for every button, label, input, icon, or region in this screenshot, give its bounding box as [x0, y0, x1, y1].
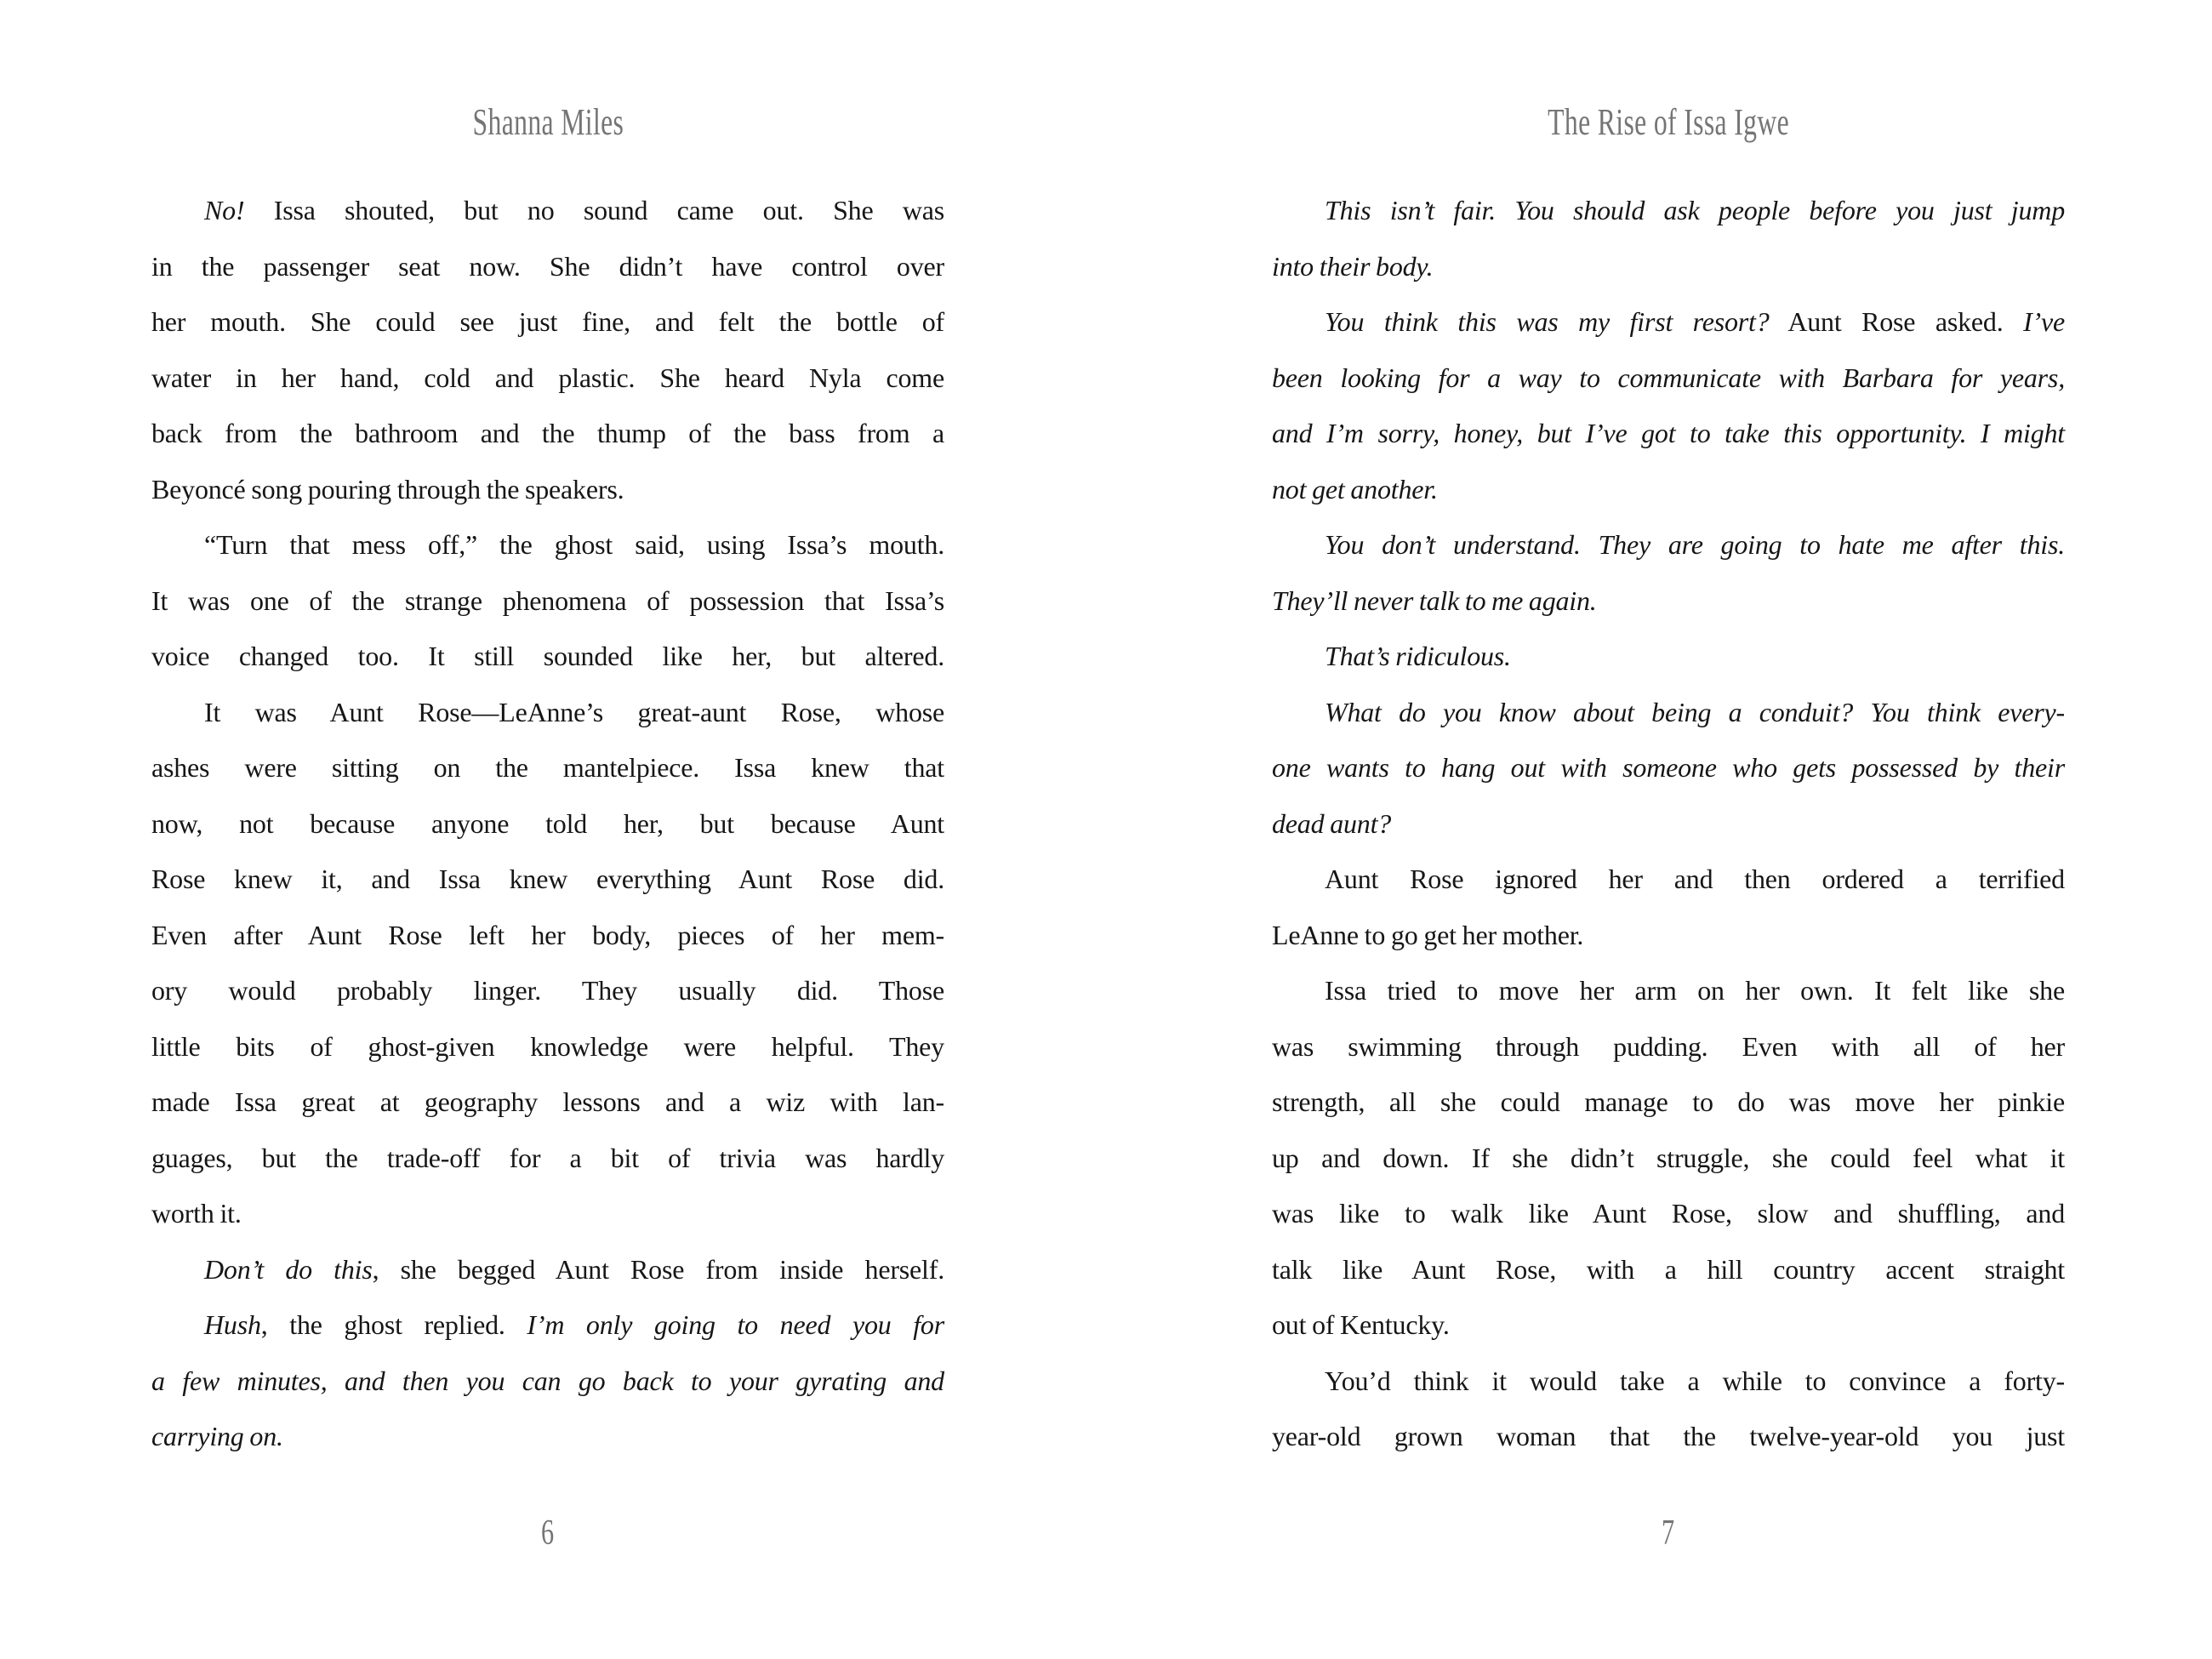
text-line: [151, 796, 944, 852]
text-line: [151, 183, 944, 239]
text-segment: Beyoncé song pouring through the speakers.: [151, 473, 624, 505]
text-line: [151, 685, 944, 741]
italic-text-segment: You think this was my first resort?: [1325, 306, 1770, 337]
page-left-lines: [151, 183, 944, 1465]
text-line: [1272, 1409, 2065, 1465]
text-line: [151, 406, 944, 462]
text-segment: Issa shouted, but no sound came out. She was: [244, 195, 944, 225]
page-right: [1272, 0, 2065, 1659]
text-line: [1272, 1297, 2065, 1354]
text-line: [1272, 351, 2065, 407]
text-segment: You’d think it would take a while to convince a forty-: [1325, 1365, 2065, 1396]
text-segment: water in her hand, cold and plastic. She heard Nyla come: [151, 362, 944, 393]
running-head-right: [1272, 100, 2065, 144]
text-line: [1272, 629, 2065, 685]
text-line: [1272, 239, 2065, 295]
text-segment: ory would probably linger. They usually did. Those: [151, 975, 944, 1006]
text-line: [151, 517, 944, 573]
text-line: [151, 294, 944, 351]
text-line: [151, 1075, 944, 1131]
text-line: [1272, 1186, 2065, 1242]
text-line: [151, 629, 944, 685]
text-line: [151, 1131, 944, 1187]
text-line: [1272, 1075, 2065, 1131]
italic-text-segment: and I’m sorry, honey, but I’ve got to take this opportunity. I might: [1272, 418, 2065, 448]
text-line: [151, 963, 944, 1019]
text-line: [151, 852, 944, 908]
text-line: [151, 462, 944, 518]
text-segment: guages, but the trade-off for a bit of trivia was hardly: [151, 1142, 944, 1173]
text-line: [1272, 517, 2065, 573]
text-line: [1272, 1019, 2065, 1075]
text-segment: , the ghost replied.: [260, 1309, 527, 1340]
text-segment: out of Kentucky.: [1272, 1309, 1450, 1340]
text-segment: made Issa great at geography lessons and a wiz with lan-: [151, 1086, 944, 1117]
page-number-right-text: 7: [1662, 1514, 1675, 1553]
italic-text-segment: I’ve: [2023, 306, 2065, 337]
page-number-right: [1272, 1513, 2065, 1554]
text-segment: worth it.: [151, 1198, 242, 1229]
text-line: [151, 908, 944, 964]
text-segment: It was Aunt Rose—LeAnne’s great-aunt Rose, whose: [204, 696, 944, 727]
text-line: [1272, 963, 2065, 1019]
text-line: [151, 351, 944, 407]
italic-text-segment: I’m only going to need you for: [527, 1309, 944, 1340]
text-segment: was like to walk like Aunt Rose, slow and shuffling, and: [1272, 1198, 2065, 1229]
text-segment: Even after Aunt Rose left her body, pieces of her mem-: [151, 919, 944, 950]
italic-text-segment: not get another.: [1272, 473, 1438, 505]
italic-text-segment: been looking for a way to communicate with Barbara for years,: [1272, 362, 2065, 393]
page-number-left-text: 6: [541, 1514, 555, 1553]
text-line: [151, 1354, 944, 1410]
text-segment: up and down. If she didn’t struggle, she could feel what it: [1272, 1142, 2065, 1173]
text-segment: Aunt Rose ignored her and then ordered a terrified: [1325, 864, 2065, 894]
page-left: [151, 0, 944, 1659]
text-segment: in the passenger seat now. She didn’t have control over: [151, 250, 944, 282]
text-line: [151, 1242, 944, 1298]
text-line: [1272, 685, 2065, 741]
italic-text-segment: That’s ridiculous.: [1325, 641, 1511, 671]
text-segment: talk like Aunt Rose, with a hill country accent straight: [1272, 1253, 2065, 1285]
text-line: [1272, 1242, 2065, 1298]
text-segment: little bits of ghost-given knowledge were helpful. They: [151, 1030, 944, 1062]
italic-text-segment: dead aunt?: [1272, 807, 1392, 839]
italic-text-segment: carrying on.: [151, 1421, 283, 1451]
text-line: [1272, 462, 2065, 518]
text-segment: year-old grown woman that the twelve-year-old you just: [1272, 1421, 2065, 1451]
text-segment: Issa tried to move her arm on her own. It felt like she: [1325, 975, 2065, 1006]
text-segment: , she begged Aunt Rose from inside herself.: [372, 1253, 944, 1285]
text-line: [151, 573, 944, 630]
text-line: [151, 1019, 944, 1075]
italic-text-segment: This isn’t fair. You should ask people before you just jump: [1325, 195, 2065, 225]
text-line: [151, 740, 944, 796]
italic-text-segment: Don’t do this: [204, 1253, 373, 1285]
text-line: [151, 239, 944, 295]
text-segment: Rose knew it, and Issa knew everything Aunt Rose did.: [151, 864, 944, 894]
text-line: [1272, 573, 2065, 630]
italic-text-segment: a few minutes, and then you can go back to your gyrating and: [151, 1365, 944, 1396]
italic-text-segment: They’ll never talk to me again.: [1272, 584, 1597, 616]
italic-text-segment: into their body.: [1272, 250, 1434, 282]
text-line: [151, 1409, 944, 1465]
text-line: [1272, 908, 2065, 964]
text-segment: was swimming through pudding. Even with all of her: [1272, 1030, 2065, 1062]
italic-text-segment: What do you know about being a conduit? You think every-: [1325, 696, 2065, 727]
text-segment: back from the bathroom and the thump of the bass from a: [151, 418, 944, 448]
italic-text-segment: one wants to hang out with someone who gets possessed by their: [1272, 752, 2065, 783]
page-right-lines: [1272, 183, 2065, 1465]
text-line: [151, 1297, 944, 1354]
text-line: [1272, 740, 2065, 796]
text-segment: “Turn that mess off,” the ghost said, using Issa’s mouth.: [204, 529, 944, 560]
text-segment: her mouth. She could see just fine, and felt the bottle of: [151, 306, 944, 337]
text-line: [151, 1186, 944, 1242]
running-head-right-text: The Rise of Issa Igwe: [1548, 101, 1789, 143]
text-line: [1272, 1354, 2065, 1410]
text-line: [1272, 796, 2065, 852]
text-segment: strength, all she could manage to do was move her pinkie: [1272, 1086, 2065, 1117]
running-head-left-text: Shanna Miles: [472, 101, 624, 143]
italic-text-segment: Hush: [204, 1309, 261, 1340]
text-line: [1272, 852, 2065, 908]
text-segment: LeAnne to go get her mother.: [1272, 919, 1584, 950]
text-segment: It was one of the strange phenomena of possession that Issa’s: [151, 584, 944, 616]
text-segment: Aunt Rose asked.: [1769, 306, 2024, 337]
text-line: [1272, 406, 2065, 462]
running-head-left: [151, 100, 944, 144]
text-line: [1272, 1131, 2065, 1187]
page-number-left: [151, 1513, 944, 1554]
text-line: [1272, 183, 2065, 239]
text-line: [1272, 294, 2065, 351]
text-segment: now, not because anyone told her, but because Aunt: [151, 807, 944, 839]
italic-text-segment: No!: [204, 195, 245, 225]
text-segment: voice changed too. It still sounded like her, but altered.: [151, 641, 944, 671]
text-segment: ashes were sitting on the mantelpiece. Issa knew that: [151, 752, 944, 783]
italic-text-segment: You don’t understand. They are going to hate me after this.: [1325, 529, 2065, 560]
